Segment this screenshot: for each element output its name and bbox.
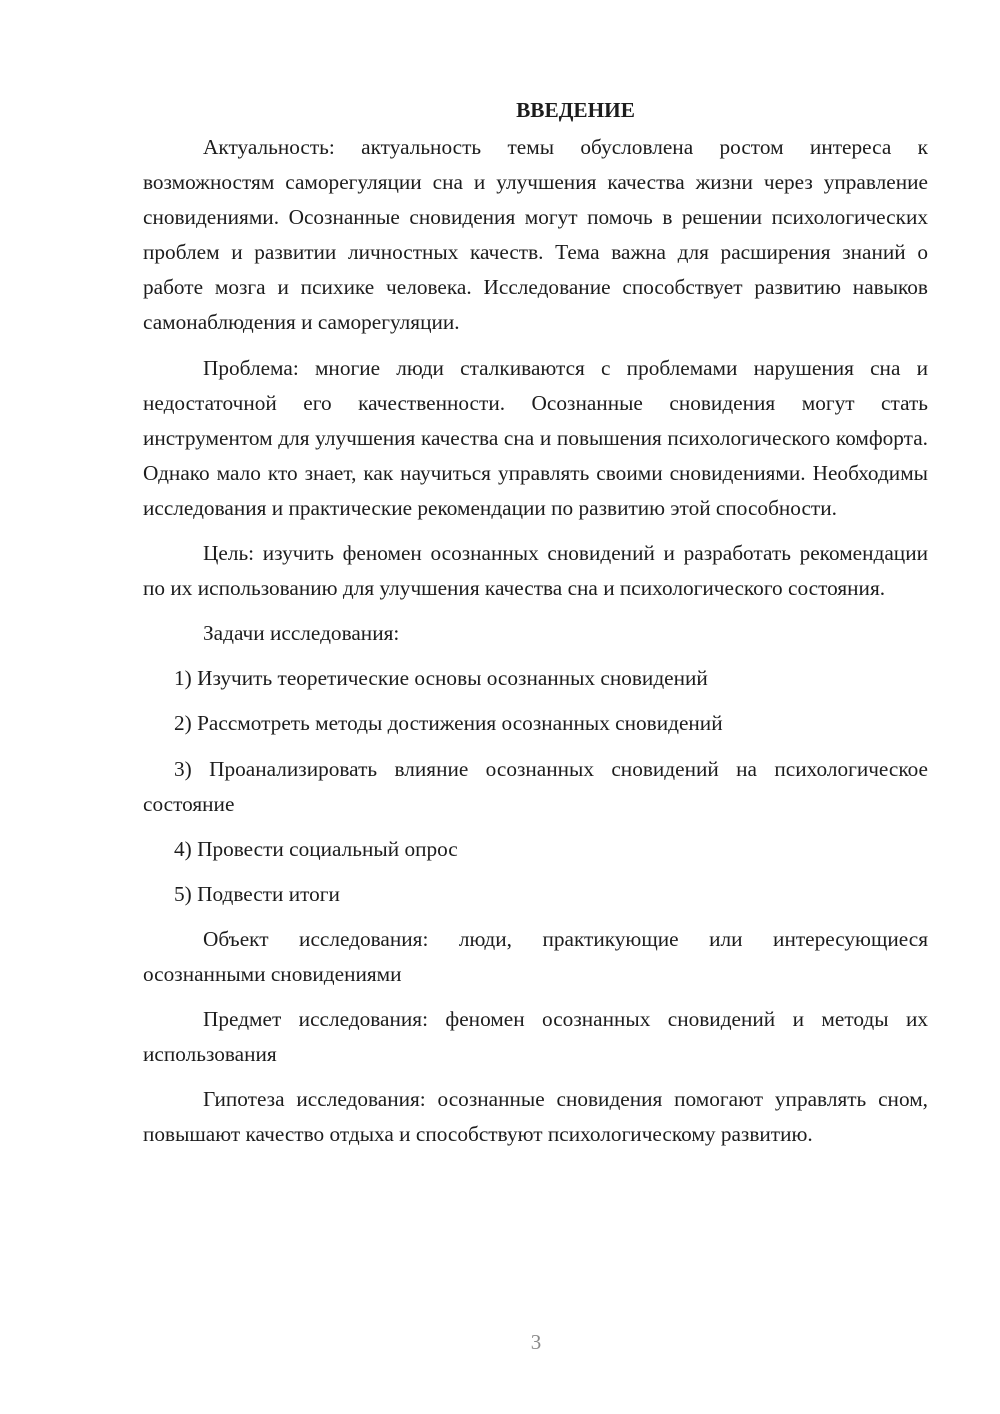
subject-paragraph: Предмет исследования: феномен осознанных сновидений и методы их использования — [143, 1007, 928, 1067]
task-item-3: 3) Проанализировать влияние осознанных сновидений на психологическое состояние — [143, 756, 928, 816]
document-page — [143, 92, 928, 1162]
task-item-5: 5) Подвести итоги — [174, 881, 340, 906]
task-item-2: 2) Рассмотреть методы достижения осознанных сновидений — [174, 711, 723, 736]
object-paragraph: Объект исследования: люди, практикующие или интересующиеся осознанными сновидениями — [143, 926, 928, 986]
page-title: ВВЕДЕНИЕ — [516, 98, 635, 122]
relevance-paragraph: Актуальность: актуальность темы обусловлена ростом интереса к возможностям саморегуляции сна и улучшения качества жизни через управление сновидениями. Осознанные сновидения могут помочь в решении психологических проблем и развитии личностных качеств. Тема важна для расширения знаний о работе мозга и психике человека. Исследование способствует развитию навыков самонаблюдения и саморегуляции. — [143, 135, 928, 335]
task-item-1: 1) Изучить теоретические основы осознанных сновидений — [174, 666, 708, 691]
page-number: 3 — [530, 1330, 542, 1354]
hypothesis-paragraph: Гипотеза исследования: осознанные сновидения помогают управлять сном, повышают качество отдыха и способствуют психологическому развитию. — [143, 1087, 928, 1147]
tasks-heading: Задачи исследования: — [203, 621, 400, 646]
problem-paragraph: Проблема: многие люди сталкиваются с проблемами нарушения сна и недостаточной его качественности. Осознанные сновидения могут стать инструментом для улучшения качества сна и повышения психологического комфорта. Однако мало кто знает, как научиться управлять своими сновидениями. Необходимы исследования и практические рекомендации по развитию этой способности. — [143, 355, 928, 520]
task-item-4: 4) Провести социальный опрос — [174, 836, 458, 861]
goal-paragraph: Цель: изучить феномен осознанных сновидений и разработать рекомендации по их использованию для улучшения качества сна и психологического состояния. — [143, 541, 928, 601]
